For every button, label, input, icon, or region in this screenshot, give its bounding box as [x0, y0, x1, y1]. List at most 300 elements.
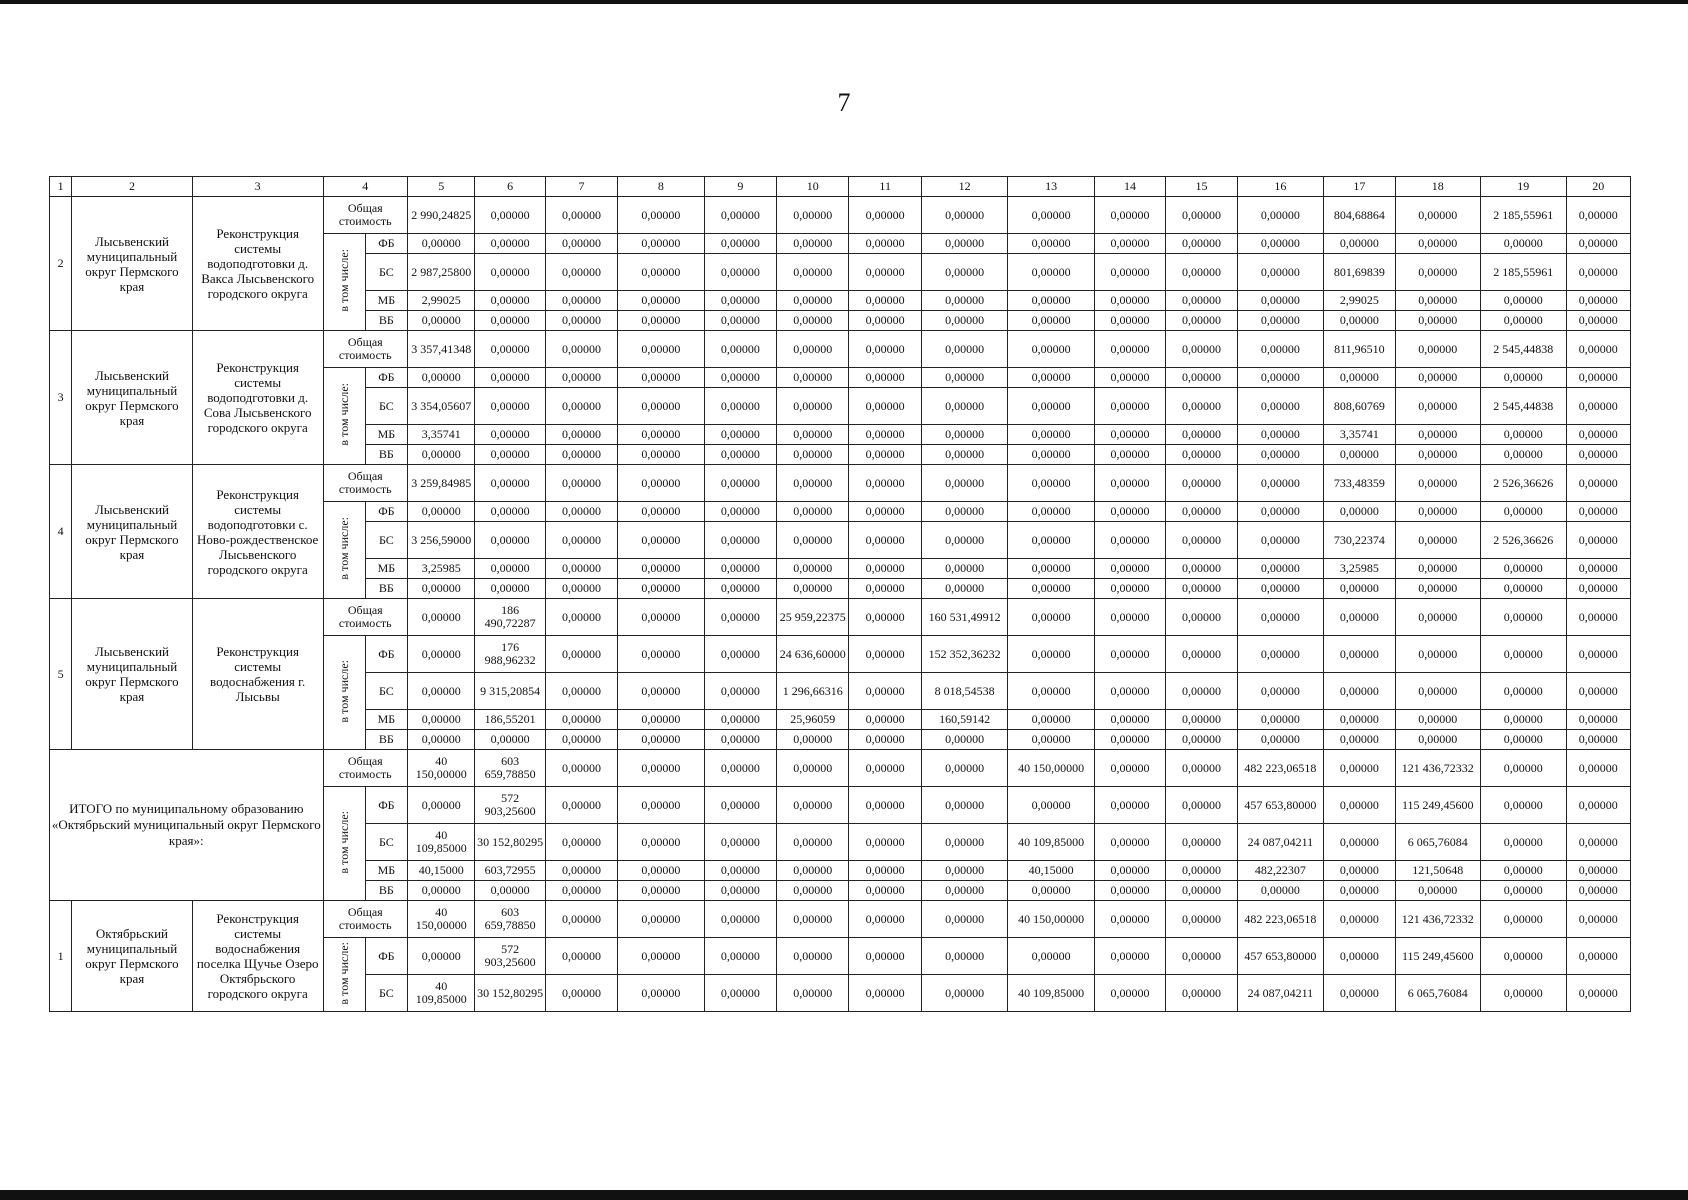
- value-cell: 0,00000: [1324, 445, 1395, 465]
- value-cell: 0,00000: [1094, 636, 1165, 673]
- row-label: БС: [365, 824, 407, 861]
- value-cell: 0,00000: [921, 824, 1007, 861]
- row-label: ФБ: [365, 787, 407, 824]
- value-cell: 0,00000: [921, 861, 1007, 881]
- value-cell: 0,00000: [1094, 750, 1165, 787]
- value-cell: 0,00000: [704, 636, 776, 673]
- value-cell: 0,00000: [1566, 425, 1630, 445]
- value-cell: 0,00000: [1237, 636, 1323, 673]
- value-cell: 0,00000: [1566, 750, 1630, 787]
- value-cell: 0,00000: [849, 445, 921, 465]
- value-cell: 0,00000: [849, 881, 921, 901]
- value-cell: 0,00000: [1094, 901, 1165, 938]
- value-cell: 0,00000: [921, 502, 1007, 522]
- value-cell: 0,00000: [618, 388, 704, 425]
- value-cell: 0,00000: [777, 861, 849, 881]
- value-cell: 0,00000: [1481, 975, 1566, 1012]
- row-label: МБ: [365, 291, 407, 311]
- value-cell: 0,00000: [704, 824, 776, 861]
- sublabel-text: в том числе:: [337, 659, 352, 723]
- value-cell: 40 109,85000: [1008, 824, 1094, 861]
- value-cell: 0,00000: [1008, 710, 1094, 730]
- value-cell: 0,00000: [849, 861, 921, 881]
- value-cell: 0,00000: [1166, 445, 1237, 465]
- value-cell: 0,00000: [545, 311, 617, 331]
- value-cell: 0,00000: [777, 311, 849, 331]
- value-cell: 3,25985: [408, 559, 475, 579]
- value-cell: 0,00000: [1166, 599, 1237, 636]
- value-cell: 0,00000: [618, 197, 704, 234]
- value-cell: 0,00000: [921, 234, 1007, 254]
- value-cell: 0,00000: [921, 388, 1007, 425]
- value-cell: 457 653,80000: [1237, 938, 1323, 975]
- value-cell: 0,00000: [1481, 673, 1566, 710]
- value-cell: 40 150,00000: [1008, 750, 1094, 787]
- value-cell: 0,00000: [1166, 425, 1237, 445]
- value-cell: 0,00000: [1237, 502, 1323, 522]
- value-cell: 186 490,72287: [475, 599, 545, 636]
- value-cell: 0,00000: [1008, 787, 1094, 824]
- value-cell: 0,00000: [1237, 465, 1323, 502]
- value-cell: 0,00000: [1395, 636, 1480, 673]
- value-cell: 0,00000: [1481, 938, 1566, 975]
- value-cell: 0,00000: [1166, 881, 1237, 901]
- value-cell: 40,15000: [1008, 861, 1094, 881]
- sublabel-cell: [323, 787, 365, 901]
- value-cell: 0,00000: [1094, 730, 1165, 750]
- value-cell: 160 531,49912: [921, 599, 1007, 636]
- row-label: БС: [365, 254, 407, 291]
- value-cell: 0,00000: [1237, 197, 1323, 234]
- row-label-total: Общая стоимость: [323, 901, 407, 938]
- sublabel-text: в том числе:: [337, 249, 352, 312]
- value-cell: 808,60769: [1324, 388, 1395, 425]
- value-cell: 0,00000: [1008, 368, 1094, 388]
- value-cell: 0,00000: [704, 234, 776, 254]
- header-cell: 7: [545, 177, 617, 197]
- value-cell: 0,00000: [1566, 579, 1630, 599]
- value-cell: 0,00000: [704, 331, 776, 368]
- table-row: [50, 750, 1631, 787]
- value-cell: 0,00000: [1008, 445, 1094, 465]
- value-cell: 0,00000: [1395, 331, 1480, 368]
- value-cell: 0,00000: [1324, 861, 1395, 881]
- value-cell: 40 150,00000: [1008, 901, 1094, 938]
- row-label: ВБ: [365, 730, 407, 750]
- value-cell: 0,00000: [545, 502, 617, 522]
- value-cell: 0,00000: [1008, 502, 1094, 522]
- value-cell: 0,00000: [545, 901, 617, 938]
- row-number: 2: [50, 197, 72, 331]
- value-cell: 0,00000: [1324, 901, 1395, 938]
- value-cell: 0,00000: [545, 881, 617, 901]
- value-cell: 0,00000: [1008, 311, 1094, 331]
- municipality-name: Октябрьский муниципальный округ Пермского края: [72, 901, 193, 1012]
- value-cell: 0,00000: [618, 938, 704, 975]
- value-cell: 0,00000: [921, 559, 1007, 579]
- value-cell: 186,55201: [475, 710, 545, 730]
- scan-bottom-border: [0, 1190, 1688, 1200]
- value-cell: 0,00000: [921, 291, 1007, 311]
- value-cell: 0,00000: [1166, 197, 1237, 234]
- row-label-total: Общая стоимость: [323, 331, 407, 368]
- value-cell: 0,00000: [545, 445, 617, 465]
- value-cell: 0,00000: [618, 234, 704, 254]
- value-cell: 0,00000: [704, 938, 776, 975]
- row-label: МБ: [365, 861, 407, 881]
- value-cell: 0,00000: [1395, 673, 1480, 710]
- sublabel-cell: [323, 938, 365, 1012]
- value-cell: 0,00000: [849, 730, 921, 750]
- value-cell: 0,00000: [1481, 881, 1566, 901]
- value-cell: 0,00000: [1008, 254, 1094, 291]
- value-cell: 0,00000: [545, 368, 617, 388]
- value-cell: 0,00000: [1566, 388, 1630, 425]
- value-cell: 2 545,44838: [1481, 388, 1566, 425]
- value-cell: 0,00000: [1324, 975, 1395, 1012]
- value-cell: 0,00000: [408, 445, 475, 465]
- value-cell: 40 109,85000: [408, 824, 475, 861]
- value-cell: 0,00000: [1008, 636, 1094, 673]
- value-cell: 0,00000: [921, 750, 1007, 787]
- value-cell: 121,50648: [1395, 861, 1480, 881]
- value-cell: 0,00000: [849, 502, 921, 522]
- value-cell: 0,00000: [704, 522, 776, 559]
- value-cell: 0,00000: [704, 559, 776, 579]
- value-cell: 0,00000: [618, 824, 704, 861]
- value-cell: 0,00000: [618, 730, 704, 750]
- value-cell: 3 259,84985: [408, 465, 475, 502]
- value-cell: 0,00000: [1094, 425, 1165, 445]
- value-cell: 0,00000: [921, 368, 1007, 388]
- value-cell: 0,00000: [618, 710, 704, 730]
- value-cell: 0,00000: [921, 254, 1007, 291]
- value-cell: 0,00000: [1094, 388, 1165, 425]
- value-cell: 0,00000: [921, 881, 1007, 901]
- value-cell: 0,00000: [618, 750, 704, 787]
- value-cell: 0,00000: [545, 938, 617, 975]
- value-cell: 0,00000: [1395, 254, 1480, 291]
- value-cell: 0,00000: [777, 197, 849, 234]
- value-cell: 0,00000: [1166, 861, 1237, 881]
- value-cell: 0,00000: [704, 730, 776, 750]
- value-cell: 30 152,80295: [475, 975, 545, 1012]
- value-cell: 0,00000: [1395, 710, 1480, 730]
- value-cell: 0,00000: [777, 331, 849, 368]
- value-cell: 0,00000: [545, 824, 617, 861]
- value-cell: 0,00000: [1094, 579, 1165, 599]
- value-cell: 0,00000: [1566, 311, 1630, 331]
- sublabel-cell: [323, 368, 365, 465]
- value-cell: 176 988,96232: [475, 636, 545, 673]
- sublabel-text: в том числе:: [337, 383, 352, 446]
- value-cell: 0,00000: [849, 234, 921, 254]
- header-cell: 9: [704, 177, 776, 197]
- value-cell: 482,22307: [1237, 861, 1323, 881]
- value-cell: 0,00000: [1237, 559, 1323, 579]
- value-cell: 0,00000: [545, 861, 617, 881]
- value-cell: 0,00000: [545, 636, 617, 673]
- sublabel-cell: [323, 636, 365, 750]
- value-cell: 0,00000: [1008, 730, 1094, 750]
- value-cell: 0,00000: [1237, 673, 1323, 710]
- value-cell: 0,00000: [1324, 787, 1395, 824]
- value-cell: 0,00000: [1094, 787, 1165, 824]
- value-cell: 0,00000: [1166, 368, 1237, 388]
- value-cell: 0,00000: [777, 787, 849, 824]
- value-cell: 0,00000: [408, 787, 475, 824]
- value-cell: 0,00000: [1395, 522, 1480, 559]
- value-cell: 0,00000: [545, 787, 617, 824]
- header-row: [50, 177, 1631, 197]
- value-cell: 0,00000: [408, 938, 475, 975]
- value-cell: 0,00000: [1566, 938, 1630, 975]
- header-cell: 20: [1566, 177, 1630, 197]
- table-row: [50, 331, 1631, 368]
- row-label: МБ: [365, 425, 407, 445]
- value-cell: 121 436,72332: [1395, 901, 1480, 938]
- value-cell: 0,00000: [618, 465, 704, 502]
- value-cell: 0,00000: [1481, 234, 1566, 254]
- value-cell: 0,00000: [1324, 710, 1395, 730]
- value-cell: 0,00000: [475, 368, 545, 388]
- value-cell: 0,00000: [618, 673, 704, 710]
- value-cell: 0,00000: [704, 502, 776, 522]
- value-cell: 0,00000: [475, 254, 545, 291]
- value-cell: 0,00000: [1094, 465, 1165, 502]
- value-cell: 0,00000: [1094, 445, 1165, 465]
- value-cell: 0,00000: [1481, 311, 1566, 331]
- value-cell: 0,00000: [1395, 730, 1480, 750]
- value-cell: 0,00000: [921, 730, 1007, 750]
- value-cell: 0,00000: [475, 291, 545, 311]
- value-cell: 0,00000: [618, 559, 704, 579]
- value-cell: 0,00000: [1237, 254, 1323, 291]
- value-cell: 0,00000: [545, 710, 617, 730]
- sublabel-text: в том числе:: [337, 941, 352, 1005]
- value-cell: 0,00000: [1395, 559, 1480, 579]
- row-label: ВБ: [365, 311, 407, 331]
- value-cell: 30 152,80295: [475, 824, 545, 861]
- value-cell: 0,00000: [1566, 254, 1630, 291]
- value-cell: 24 087,04211: [1237, 975, 1323, 1012]
- project-name: Реконструкция системы водоподготовки д. Сова Лысьвенского городского округа: [192, 331, 323, 465]
- value-cell: 0,00000: [1395, 579, 1480, 599]
- value-cell: 0,00000: [1395, 599, 1480, 636]
- value-cell: 0,00000: [1008, 465, 1094, 502]
- value-cell: 0,00000: [704, 445, 776, 465]
- value-cell: 0,00000: [777, 559, 849, 579]
- value-cell: 0,00000: [1566, 710, 1630, 730]
- value-cell: 0,00000: [1481, 861, 1566, 881]
- row-label: БС: [365, 522, 407, 559]
- value-cell: 0,00000: [1094, 331, 1165, 368]
- value-cell: 0,00000: [475, 502, 545, 522]
- value-cell: 0,00000: [1324, 311, 1395, 331]
- header-cell: 4: [323, 177, 407, 197]
- value-cell: 0,00000: [1566, 291, 1630, 311]
- value-cell: 0,00000: [1166, 234, 1237, 254]
- value-cell: 0,00000: [475, 311, 545, 331]
- value-cell: 0,00000: [849, 599, 921, 636]
- value-cell: 3 357,41348: [408, 331, 475, 368]
- value-cell: 2 990,24825: [408, 197, 475, 234]
- value-cell: 0,00000: [1094, 673, 1165, 710]
- table-row: [50, 465, 1631, 502]
- value-cell: 0,00000: [1237, 425, 1323, 445]
- value-cell: 0,00000: [777, 881, 849, 901]
- value-cell: 0,00000: [1008, 234, 1094, 254]
- value-cell: 0,00000: [1481, 559, 1566, 579]
- value-cell: 0,00000: [1324, 368, 1395, 388]
- value-cell: 0,00000: [1566, 465, 1630, 502]
- value-cell: 0,00000: [1324, 579, 1395, 599]
- value-cell: 3 354,05607: [408, 388, 475, 425]
- value-cell: 0,00000: [475, 425, 545, 445]
- value-cell: 0,00000: [1166, 975, 1237, 1012]
- value-cell: 0,00000: [849, 254, 921, 291]
- value-cell: 0,00000: [1324, 938, 1395, 975]
- value-cell: 0,00000: [704, 291, 776, 311]
- value-cell: 0,00000: [1094, 710, 1165, 730]
- header-cell: 1: [50, 177, 72, 197]
- header-cell: 13: [1008, 177, 1094, 197]
- value-cell: 0,00000: [1008, 425, 1094, 445]
- value-cell: 0,00000: [1008, 881, 1094, 901]
- value-cell: 0,00000: [1008, 938, 1094, 975]
- value-cell: 0,00000: [475, 445, 545, 465]
- row-label: ВБ: [365, 445, 407, 465]
- value-cell: 3 256,59000: [408, 522, 475, 559]
- value-cell: 0,00000: [475, 331, 545, 368]
- row-number: 1: [50, 901, 72, 1012]
- value-cell: 0,00000: [545, 579, 617, 599]
- value-cell: 0,00000: [1566, 824, 1630, 861]
- table-row: [50, 599, 1631, 636]
- value-cell: 0,00000: [1481, 710, 1566, 730]
- value-cell: 0,00000: [1324, 750, 1395, 787]
- header-cell: 2: [72, 177, 193, 197]
- sublabel-cell: [323, 234, 365, 331]
- value-cell: 0,00000: [545, 599, 617, 636]
- value-cell: 25,96059: [777, 710, 849, 730]
- value-cell: 0,00000: [545, 730, 617, 750]
- value-cell: 0,00000: [1166, 710, 1237, 730]
- value-cell: 0,00000: [1566, 599, 1630, 636]
- row-label: МБ: [365, 559, 407, 579]
- project-name: Реконструкция системы водоснабжения г. Лысьвы: [192, 599, 323, 750]
- value-cell: 0,00000: [849, 522, 921, 559]
- value-cell: 0,00000: [1094, 975, 1165, 1012]
- value-cell: 0,00000: [849, 636, 921, 673]
- row-label: БС: [365, 388, 407, 425]
- value-cell: 0,00000: [545, 975, 617, 1012]
- value-cell: 0,00000: [545, 465, 617, 502]
- value-cell: 0,00000: [704, 861, 776, 881]
- value-cell: 0,00000: [1481, 599, 1566, 636]
- value-cell: 0,00000: [618, 425, 704, 445]
- value-cell: 733,48359: [1324, 465, 1395, 502]
- value-cell: 1 296,66316: [777, 673, 849, 710]
- value-cell: 24 636,60000: [777, 636, 849, 673]
- value-cell: 0,00000: [921, 197, 1007, 234]
- value-cell: 0,00000: [1566, 368, 1630, 388]
- value-cell: 0,00000: [1481, 425, 1566, 445]
- value-cell: 0,00000: [618, 522, 704, 559]
- header-cell: 11: [849, 177, 921, 197]
- value-cell: 0,00000: [1324, 881, 1395, 901]
- sublabel-text: в том числе:: [337, 810, 352, 874]
- value-cell: 0,00000: [1008, 673, 1094, 710]
- value-cell: 0,00000: [1481, 824, 1566, 861]
- value-cell: 0,00000: [777, 579, 849, 599]
- header-cell: 18: [1395, 177, 1480, 197]
- value-cell: 0,00000: [849, 311, 921, 331]
- value-cell: 0,00000: [618, 861, 704, 881]
- value-cell: 0,00000: [1324, 673, 1395, 710]
- value-cell: 0,00000: [777, 522, 849, 559]
- value-cell: 482 223,06518: [1237, 750, 1323, 787]
- value-cell: 0,00000: [1237, 445, 1323, 465]
- value-cell: 0,00000: [1395, 234, 1480, 254]
- value-cell: 0,00000: [849, 824, 921, 861]
- municipality-name: Лысьвенский муниципальный округ Пермского края: [72, 331, 193, 465]
- value-cell: 0,00000: [1166, 254, 1237, 291]
- value-cell: 0,00000: [1094, 824, 1165, 861]
- value-cell: 0,00000: [1166, 579, 1237, 599]
- page-number: 7: [837, 88, 851, 117]
- value-cell: 0,00000: [1395, 388, 1480, 425]
- row-label-total: Общая стоимость: [323, 599, 407, 636]
- value-cell: 0,00000: [849, 331, 921, 368]
- value-cell: 0,00000: [1094, 291, 1165, 311]
- municipality-name: Лысьвенский муниципальный округ Пермского края: [72, 465, 193, 599]
- value-cell: 0,00000: [545, 331, 617, 368]
- value-cell: 0,00000: [1008, 559, 1094, 579]
- value-cell: 0,00000: [777, 445, 849, 465]
- value-cell: 0,00000: [1166, 388, 1237, 425]
- value-cell: 0,00000: [475, 881, 545, 901]
- project-name: Реконструкция системы водоподготовки с. Ново-рождественское Лысьвенского городского округа: [192, 465, 323, 599]
- value-cell: 0,00000: [1481, 750, 1566, 787]
- value-cell: 0,00000: [849, 750, 921, 787]
- value-cell: 0,00000: [1166, 673, 1237, 710]
- value-cell: 0,00000: [1324, 824, 1395, 861]
- value-cell: 0,00000: [1237, 710, 1323, 730]
- value-cell: 0,00000: [1566, 234, 1630, 254]
- value-cell: 0,00000: [1566, 673, 1630, 710]
- value-cell: 0,00000: [1237, 730, 1323, 750]
- value-cell: 0,00000: [1166, 311, 1237, 331]
- row-label: ВБ: [365, 881, 407, 901]
- sublabel-cell: [323, 502, 365, 599]
- municipality-name: Лысьвенский муниципальный округ Пермского края: [72, 599, 193, 750]
- value-cell: 804,68864: [1324, 197, 1395, 234]
- value-cell: 0,00000: [475, 197, 545, 234]
- value-cell: 0,00000: [618, 975, 704, 1012]
- value-cell: 0,00000: [921, 425, 1007, 445]
- value-cell: 0,00000: [849, 710, 921, 730]
- value-cell: 0,00000: [618, 599, 704, 636]
- municipality-name: Лысьвенский муниципальный округ Пермского края: [72, 197, 193, 331]
- value-cell: 0,00000: [1094, 254, 1165, 291]
- value-cell: 0,00000: [545, 388, 617, 425]
- value-cell: 457 653,80000: [1237, 787, 1323, 824]
- value-cell: 0,00000: [1481, 368, 1566, 388]
- value-cell: 0,00000: [1566, 901, 1630, 938]
- value-cell: 0,00000: [1395, 881, 1480, 901]
- value-cell: 0,00000: [1324, 502, 1395, 522]
